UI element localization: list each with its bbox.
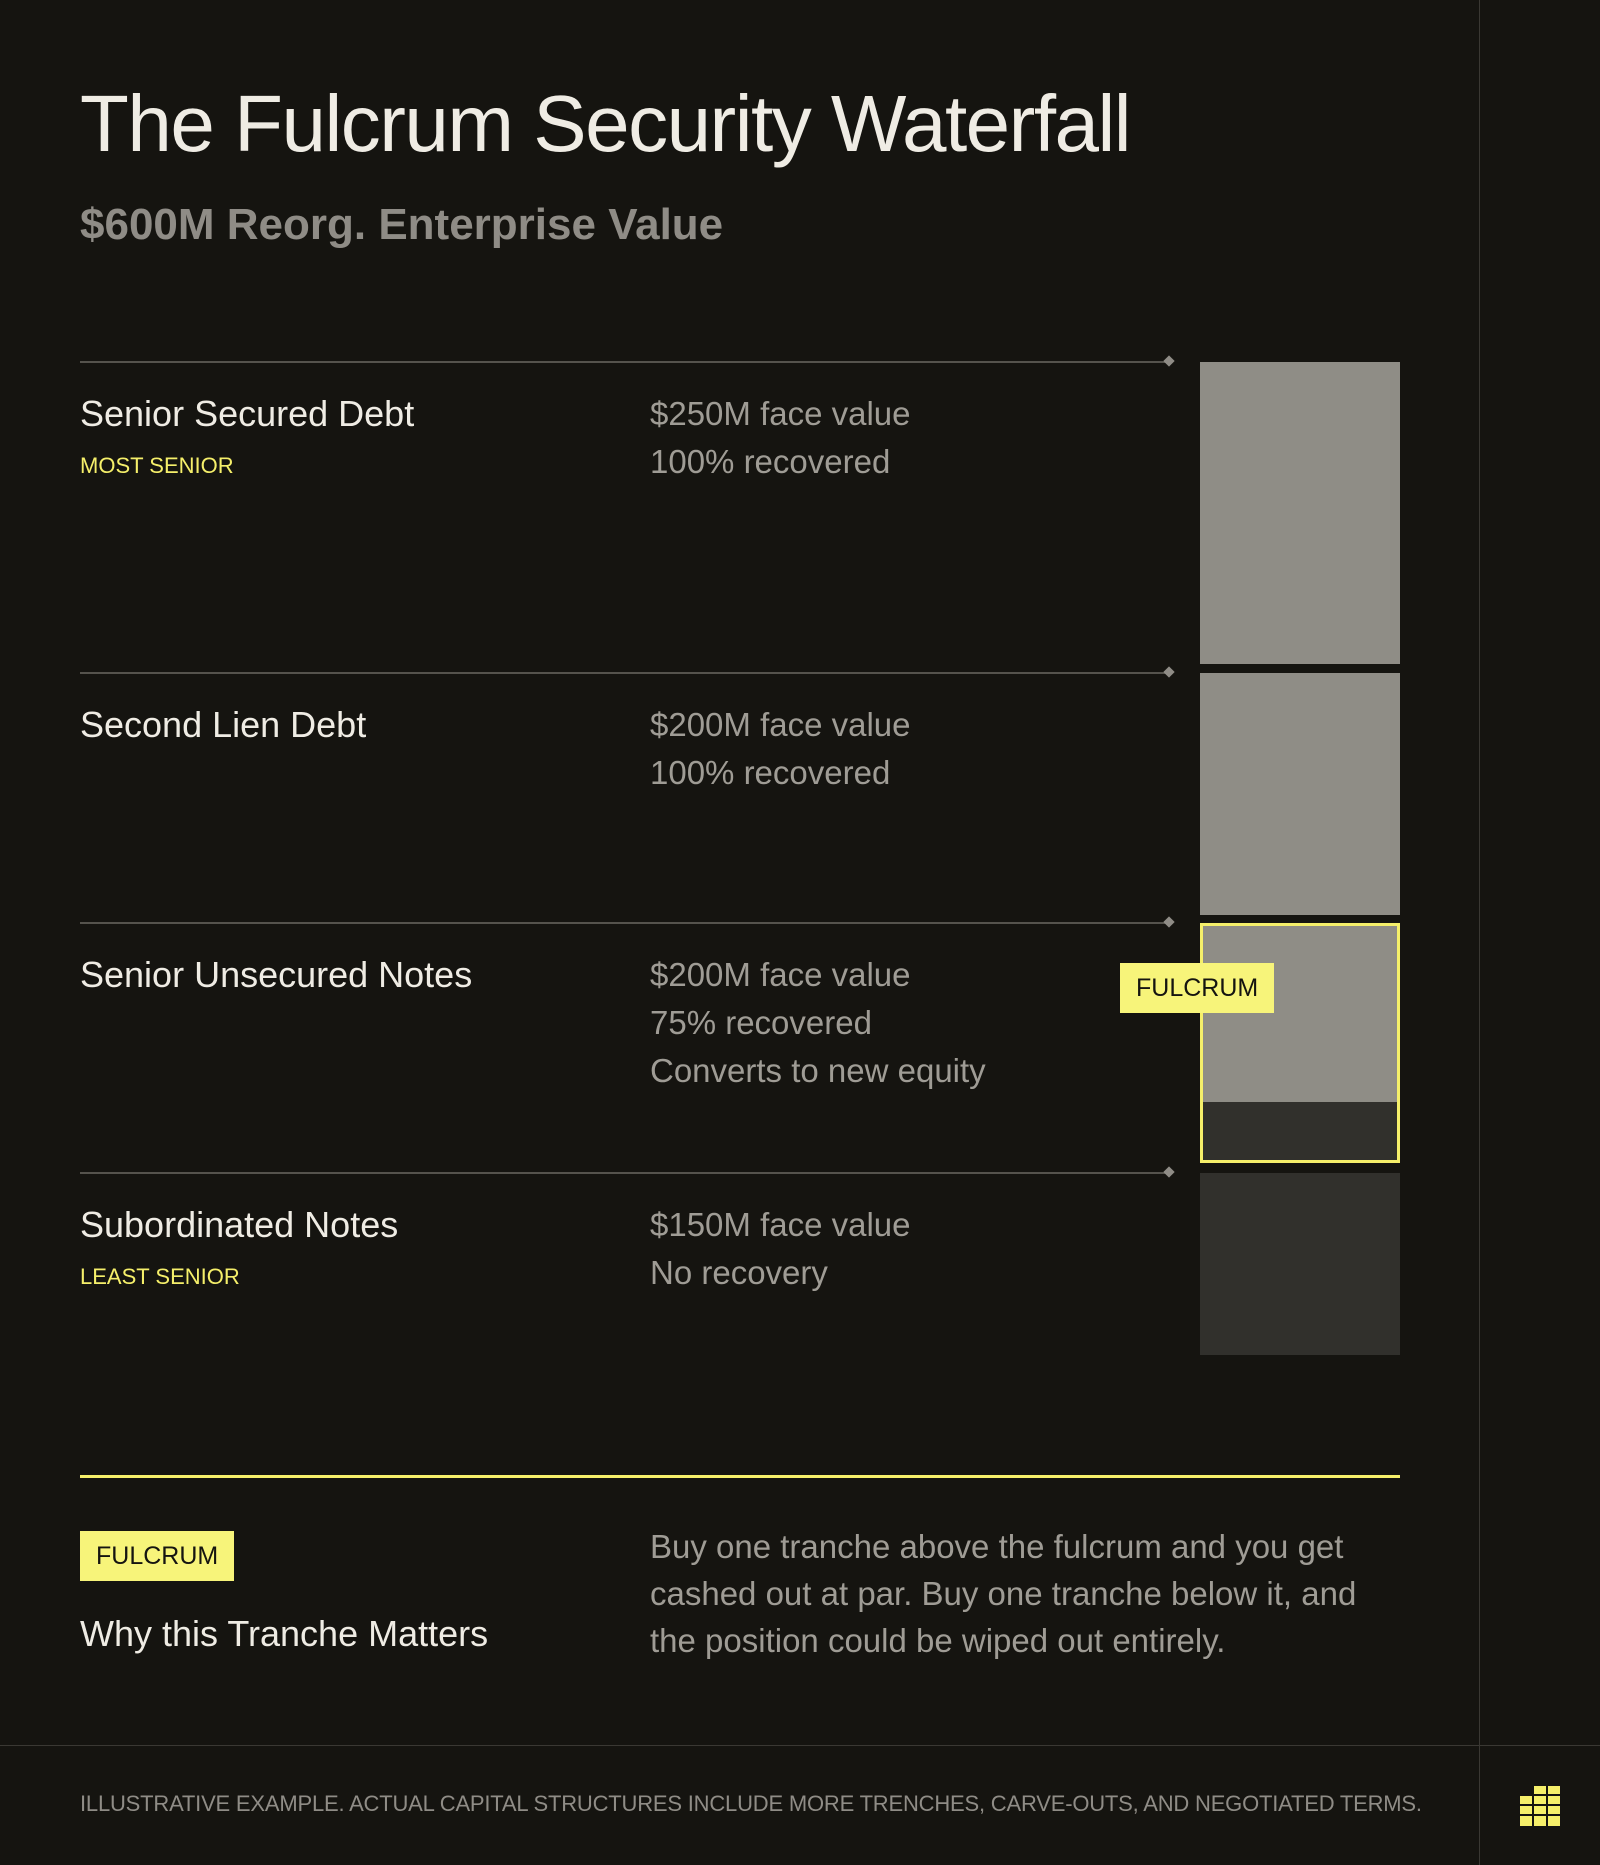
tranche-recovery: 100% recovered — [650, 443, 891, 480]
vertical-divider — [1479, 0, 1480, 1865]
tranche-name-senior-secured: Senior Secured Debt — [80, 393, 415, 434]
bar-second-lien — [1200, 673, 1400, 915]
tranche-note: Converts to new equity — [650, 1052, 986, 1089]
why-fulcrum-badge: FULCRUM — [80, 1531, 234, 1581]
page-subtitle: $600M Reorg. Enterprise Value — [80, 200, 724, 249]
tranche-recovery: No recovery — [650, 1254, 828, 1291]
tranche-details-senior-unsecured — [650, 951, 986, 1095]
tranche-details-second-lien — [650, 701, 911, 797]
tranche-face-value: $200M face value — [650, 956, 911, 993]
grid-icon — [1520, 1786, 1560, 1826]
why-title: Why this Tranche Matters — [80, 1613, 489, 1654]
tranche-tag-most-senior: MOST SENIOR — [80, 453, 234, 478]
tranche-name-subordinated: Subordinated Notes — [80, 1204, 399, 1245]
tranche-separator — [80, 1172, 1169, 1174]
tranche-separator — [80, 361, 1169, 363]
tranche-separator — [80, 672, 1169, 674]
tranche-tag-least-senior: LEAST SENIOR — [80, 1264, 240, 1289]
bar-recovered-portion — [1203, 926, 1397, 1102]
tranche-recovery: 100% recovered — [650, 754, 891, 791]
tranche-name-senior-unsecured: Senior Unsecured Notes — [80, 954, 473, 995]
page-title: The Fulcrum Security Waterfall — [80, 79, 1131, 168]
why-body: Buy one tranche above the fulcrum and you get cashed out at par. Buy one tranche below it, and the position could be wiped out entirely. — [650, 1528, 1357, 1659]
tranche-details-senior-secured — [650, 390, 911, 486]
fulcrum-badge: FULCRUM — [1120, 963, 1274, 1013]
bar-subordinated — [1200, 1173, 1400, 1355]
footer-disclaimer: ILLUSTRATIVE EXAMPLE. ACTUAL CAPITAL STRUCTURES INCLUDE MORE TRENCHES, CARVE-OUTS, AND NEGOTIATED TERMS. — [80, 1791, 1422, 1816]
footer-divider — [0, 1745, 1600, 1746]
tranche-details-subordinated — [650, 1201, 911, 1297]
tranche-face-value: $200M face value — [650, 706, 911, 743]
section-rule — [80, 1475, 1400, 1478]
tranche-face-value: $250M face value — [650, 395, 911, 432]
tranche-recovery: 75% recovered — [650, 1004, 872, 1041]
tranche-face-value: $150M face value — [650, 1206, 911, 1243]
bar-senior-unsecured-fulcrum — [1200, 923, 1400, 1163]
bar-senior-secured — [1200, 362, 1400, 664]
tranche-separator — [80, 922, 1169, 924]
tranche-name-second-lien: Second Lien Debt — [80, 704, 367, 745]
